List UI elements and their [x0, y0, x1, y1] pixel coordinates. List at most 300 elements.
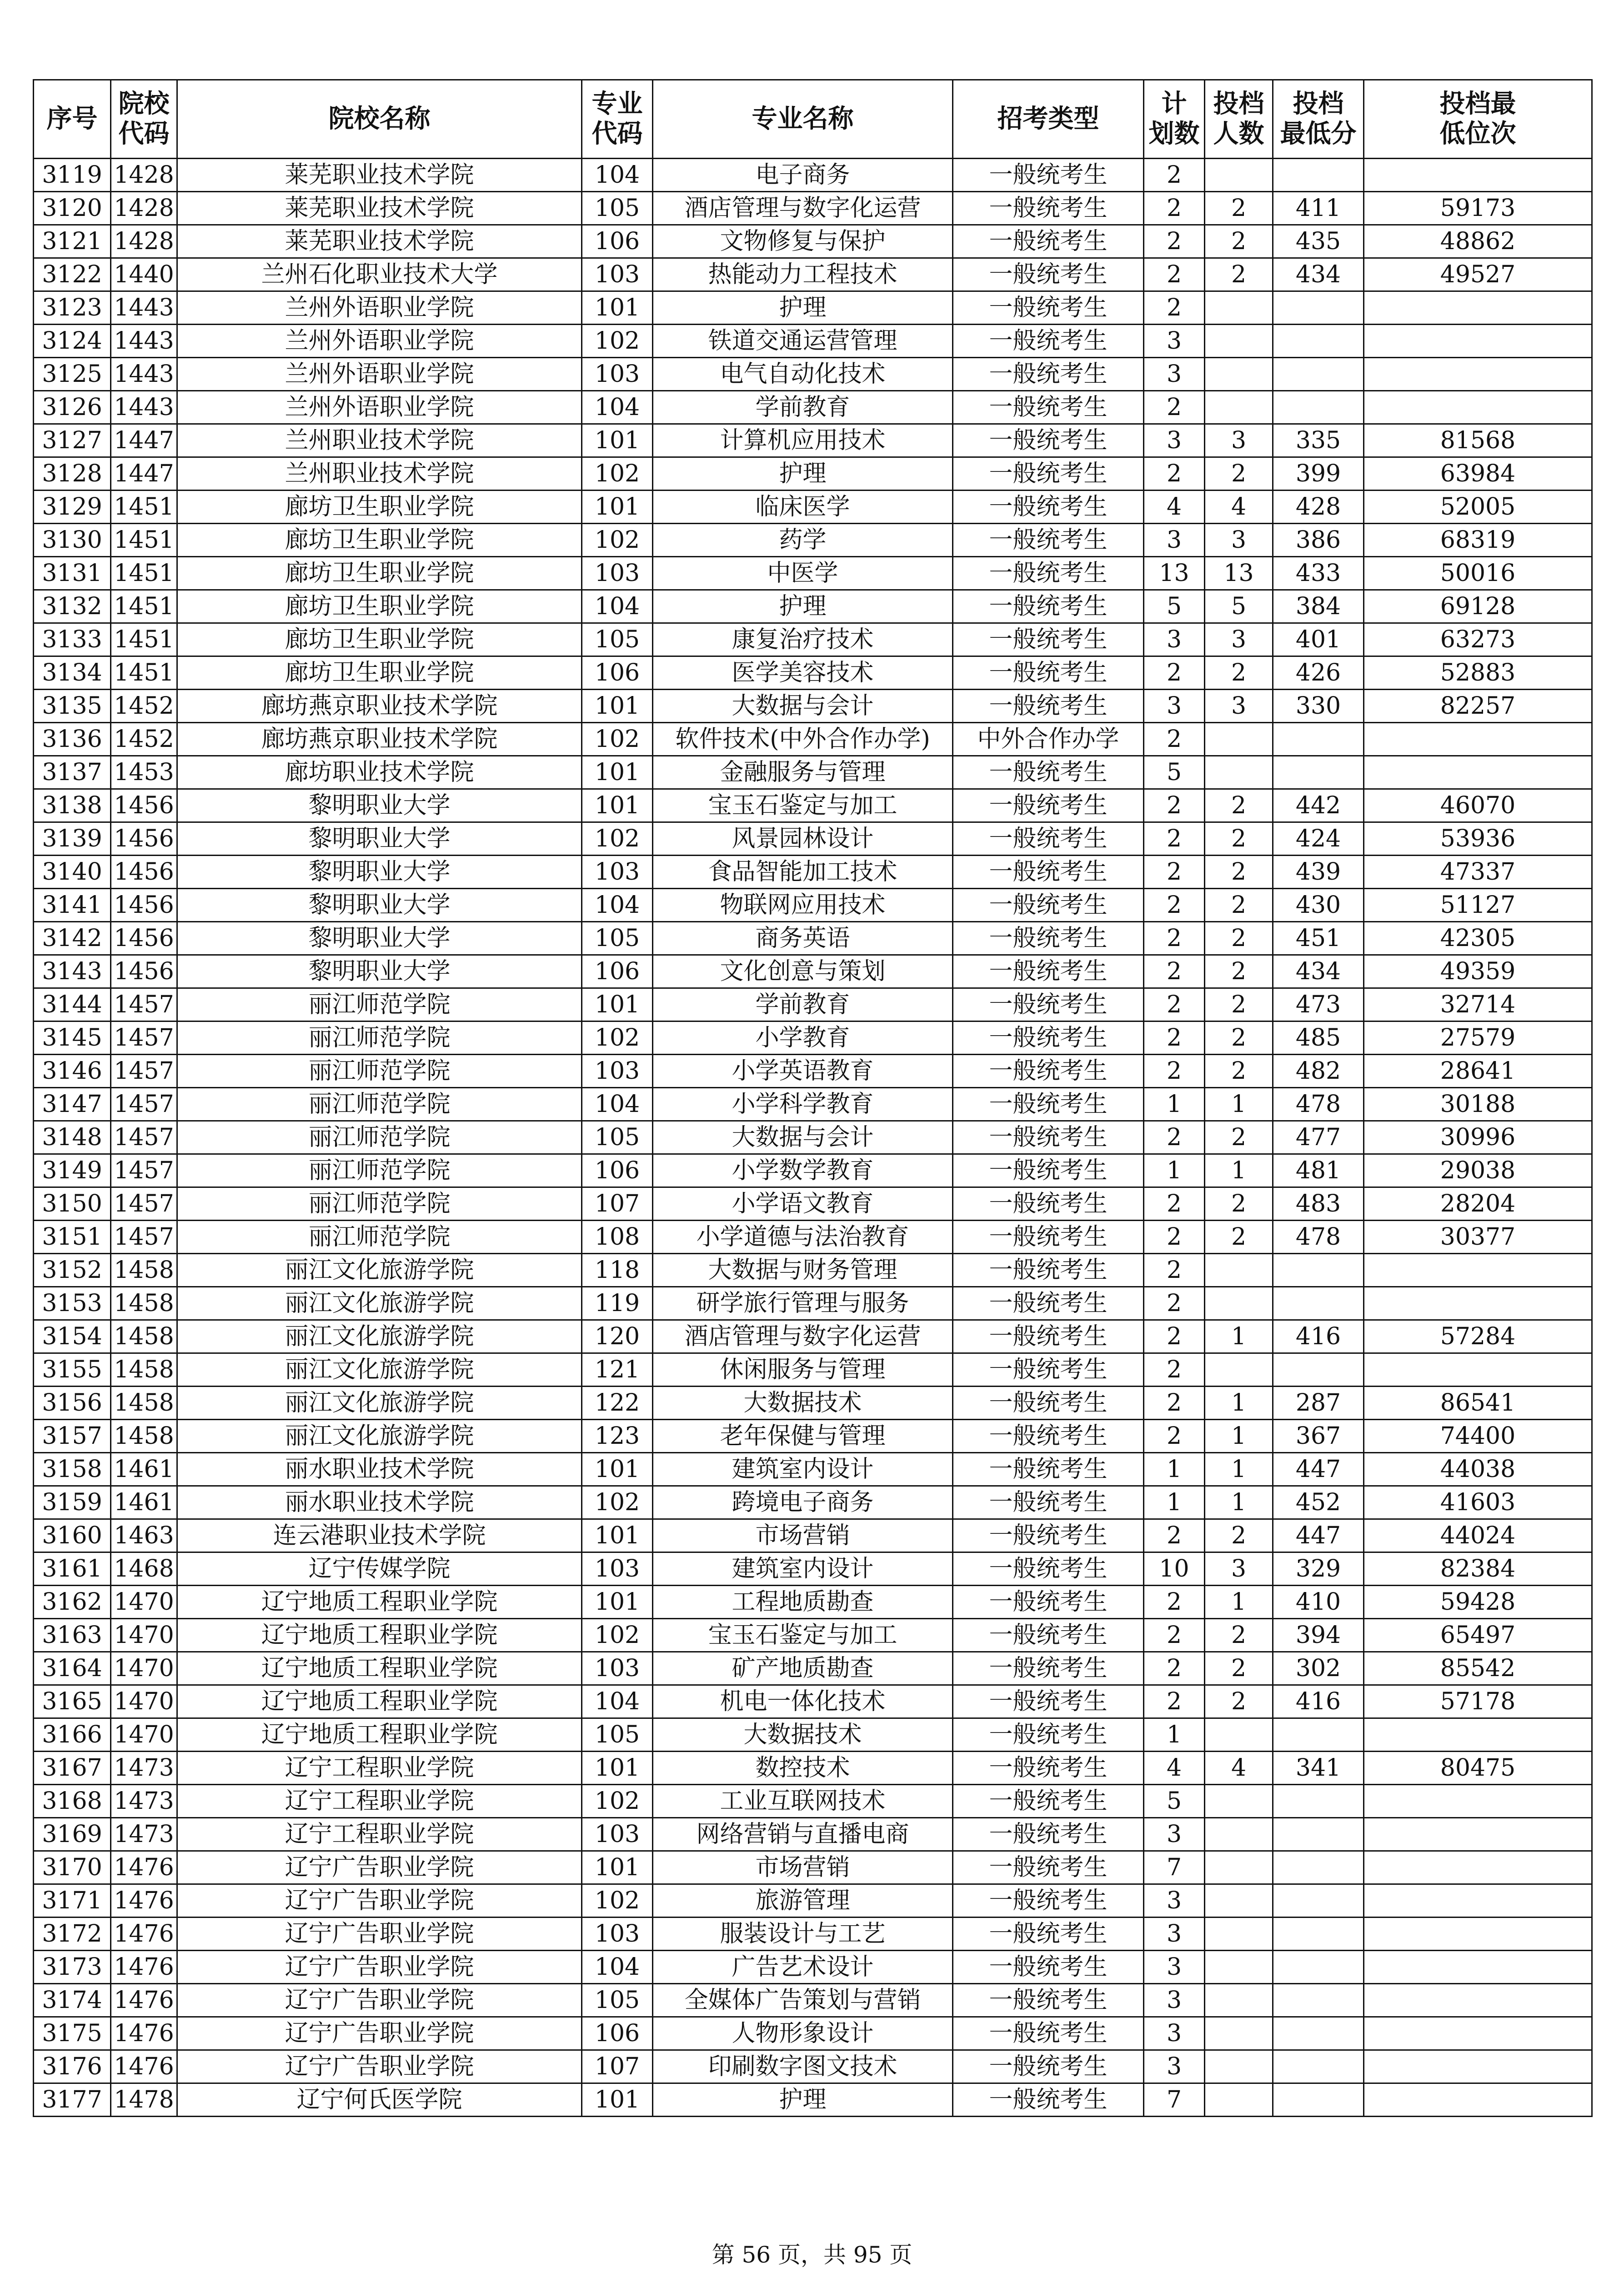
cell-min-score: 411: [1273, 192, 1364, 225]
cell-filed-count: [1205, 1718, 1273, 1752]
cell-school-name: 丽江师范学院: [177, 1221, 582, 1254]
cell-exam-type: 一般统考生: [953, 1221, 1144, 1254]
cell-exam-type: 一般统考生: [953, 1088, 1144, 1121]
cell-plan-count: 3: [1144, 325, 1205, 358]
cell-major-name: 酒店管理与数字化运营: [653, 1320, 953, 1353]
cell-school-name: 辽宁何氏医学院: [177, 2083, 582, 2117]
cell-major-code: 108: [582, 1221, 653, 1254]
cell-school-name: 辽宁广告职业学院: [177, 1851, 582, 1884]
table-row: [34, 1586, 1592, 1619]
cell-exam-type: 一般统考生: [953, 1552, 1144, 1586]
table-row: [34, 1221, 1592, 1254]
cell-min-score: [1273, 723, 1364, 756]
cell-school-name: 辽宁广告职业学院: [177, 1984, 582, 2017]
cell-seq: 3173: [34, 1951, 111, 1984]
cell-plan-count: 7: [1144, 2083, 1205, 2117]
cell-school-code: 1456: [111, 822, 177, 856]
cell-min-score: 451: [1273, 922, 1364, 955]
cell-min-rank: [1364, 358, 1592, 391]
cell-major-code: 102: [582, 457, 653, 491]
cell-seq: 3140: [34, 856, 111, 889]
cell-exam-type: 一般统考生: [953, 1287, 1144, 1320]
table-row: [34, 922, 1592, 955]
cell-plan-count: 2: [1144, 192, 1205, 225]
cell-plan-count: 2: [1144, 1586, 1205, 1619]
cell-seq: 3136: [34, 723, 111, 756]
table-row: [34, 822, 1592, 856]
cell-filed-count: 1: [1205, 1154, 1273, 1187]
cell-plan-count: 2: [1144, 1021, 1205, 1055]
cell-exam-type: 一般统考生: [953, 225, 1144, 258]
cell-exam-type: 一般统考生: [953, 557, 1144, 590]
cell-min-rank: [1364, 291, 1592, 325]
cell-major-code: 101: [582, 1586, 653, 1619]
cell-school-name: 兰州外语职业学院: [177, 391, 582, 424]
cell-min-score: 416: [1273, 1320, 1364, 1353]
cell-min-score: 430: [1273, 889, 1364, 922]
cell-seq: 3165: [34, 1685, 111, 1718]
cell-school-name: 黎明职业大学: [177, 922, 582, 955]
cell-seq: 3144: [34, 988, 111, 1021]
cell-major-code: 105: [582, 1718, 653, 1752]
cell-school-code: 1451: [111, 623, 177, 656]
cell-school-code: 1457: [111, 1221, 177, 1254]
cell-major-name: 护理: [653, 590, 953, 623]
cell-school-code: 1468: [111, 1552, 177, 1586]
cell-exam-type: 一般统考生: [953, 1818, 1144, 1851]
cell-plan-count: 2: [1144, 1187, 1205, 1221]
cell-plan-count: 2: [1144, 1353, 1205, 1387]
cell-major-code: 101: [582, 690, 653, 723]
cell-exam-type: 一般统考生: [953, 1519, 1144, 1552]
cell-exam-type: 一般统考生: [953, 1187, 1144, 1221]
cell-major-name: 小学语文教育: [653, 1187, 953, 1221]
cell-filed-count: 2: [1205, 1685, 1273, 1718]
cell-min-rank: [1364, 756, 1592, 789]
cell-min-score: 442: [1273, 789, 1364, 822]
cell-min-score: 335: [1273, 424, 1364, 457]
table-row: [34, 325, 1592, 358]
cell-min-score: 447: [1273, 1453, 1364, 1486]
cell-major-code: 101: [582, 756, 653, 789]
cell-major-name: 人物形象设计: [653, 2017, 953, 2050]
cell-min-score: 485: [1273, 1021, 1364, 1055]
cell-major-name: 临床医学: [653, 491, 953, 524]
cell-major-name: 小学道德与法治教育: [653, 1221, 953, 1254]
cell-filed-count: [1205, 1785, 1273, 1818]
cell-filed-count: 1: [1205, 1586, 1273, 1619]
cell-seq: 3160: [34, 1519, 111, 1552]
cell-filed-count: 1: [1205, 1320, 1273, 1353]
cell-exam-type: 一般统考生: [953, 822, 1144, 856]
header-cell-school-code: 院校 代码: [111, 80, 177, 159]
cell-seq: 3156: [34, 1387, 111, 1420]
cell-exam-type: 一般统考生: [953, 358, 1144, 391]
cell-school-name: 黎明职业大学: [177, 889, 582, 922]
cell-school-code: 1458: [111, 1387, 177, 1420]
cell-school-code: 1470: [111, 1619, 177, 1652]
cell-filed-count: 4: [1205, 491, 1273, 524]
cell-major-name: 矿产地质勘查: [653, 1652, 953, 1685]
cell-school-code: 1456: [111, 955, 177, 988]
cell-plan-count: 7: [1144, 1851, 1205, 1884]
table-row: [34, 1884, 1592, 1918]
cell-major-code: 122: [582, 1387, 653, 1420]
cell-seq: 3122: [34, 258, 111, 291]
cell-plan-count: 2: [1144, 856, 1205, 889]
cell-min-rank: 44024: [1364, 1519, 1592, 1552]
cell-min-rank: 46070: [1364, 789, 1592, 822]
cell-major-name: 研学旅行管理与服务: [653, 1287, 953, 1320]
cell-filed-count: [1205, 1918, 1273, 1951]
cell-seq: 3150: [34, 1187, 111, 1221]
cell-plan-count: 3: [1144, 1818, 1205, 1851]
cell-min-score: 401: [1273, 623, 1364, 656]
cell-seq: 3139: [34, 822, 111, 856]
cell-plan-count: 2: [1144, 457, 1205, 491]
cell-min-rank: 65497: [1364, 1619, 1592, 1652]
cell-min-score: [1273, 2083, 1364, 2117]
cell-plan-count: 3: [1144, 358, 1205, 391]
cell-min-score: [1273, 291, 1364, 325]
table-header-row: [34, 80, 1592, 159]
cell-school-name: 黎明职业大学: [177, 789, 582, 822]
cell-exam-type: 一般统考生: [953, 922, 1144, 955]
cell-school-name: 辽宁广告职业学院: [177, 1884, 582, 1918]
cell-filed-count: [1205, 2017, 1273, 2050]
cell-seq: 3174: [34, 1984, 111, 2017]
table-row: [34, 1552, 1592, 1586]
cell-exam-type: 一般统考生: [953, 1685, 1144, 1718]
cell-major-name: 市场营销: [653, 1519, 953, 1552]
cell-min-rank: 74400: [1364, 1420, 1592, 1453]
cell-school-code: 1458: [111, 1320, 177, 1353]
cell-school-name: 莱芜职业技术学院: [177, 225, 582, 258]
cell-seq: 3148: [34, 1121, 111, 1154]
cell-school-code: 1470: [111, 1652, 177, 1685]
cell-major-code: 103: [582, 258, 653, 291]
cell-plan-count: 2: [1144, 1685, 1205, 1718]
cell-school-code: 1476: [111, 1984, 177, 2017]
cell-plan-count: 3: [1144, 2017, 1205, 2050]
cell-plan-count: 2: [1144, 1519, 1205, 1552]
cell-min-score: 384: [1273, 590, 1364, 623]
cell-exam-type: 一般统考生: [953, 424, 1144, 457]
cell-min-rank: 30188: [1364, 1088, 1592, 1121]
cell-min-score: 482: [1273, 1055, 1364, 1088]
cell-plan-count: 1: [1144, 1154, 1205, 1187]
cell-min-rank: 28204: [1364, 1187, 1592, 1221]
cell-exam-type: 一般统考生: [953, 325, 1144, 358]
cell-seq: 3138: [34, 789, 111, 822]
cell-school-name: 丽水职业技术学院: [177, 1453, 582, 1486]
cell-plan-count: 13: [1144, 557, 1205, 590]
cell-school-name: 丽江文化旅游学院: [177, 1387, 582, 1420]
cell-min-score: 426: [1273, 656, 1364, 690]
cell-min-score: 434: [1273, 955, 1364, 988]
cell-seq: 3162: [34, 1586, 111, 1619]
cell-plan-count: 1: [1144, 1486, 1205, 1519]
cell-exam-type: 一般统考生: [953, 391, 1144, 424]
cell-filed-count: 2: [1205, 856, 1273, 889]
table-row: [34, 1785, 1592, 1818]
cell-filed-count: 2: [1205, 988, 1273, 1021]
cell-school-code: 1456: [111, 889, 177, 922]
cell-filed-count: 2: [1205, 258, 1273, 291]
cell-major-code: 101: [582, 789, 653, 822]
cell-major-code: 103: [582, 358, 653, 391]
cell-major-name: 小学英语教育: [653, 1055, 953, 1088]
cell-seq: 3164: [34, 1652, 111, 1685]
cell-major-code: 119: [582, 1287, 653, 1320]
cell-major-name: 市场营销: [653, 1851, 953, 1884]
cell-seq: 3176: [34, 2050, 111, 2083]
cell-min-rank: [1364, 325, 1592, 358]
cell-filed-count: 2: [1205, 1055, 1273, 1088]
table-row: [34, 1951, 1592, 1984]
cell-min-score: [1273, 358, 1364, 391]
cell-min-rank: [1364, 1884, 1592, 1918]
cell-min-score: [1273, 159, 1364, 192]
cell-filed-count: 5: [1205, 590, 1273, 623]
table-row: [34, 557, 1592, 590]
cell-exam-type: 一般统考生: [953, 656, 1144, 690]
cell-min-rank: [1364, 1718, 1592, 1752]
cell-plan-count: 2: [1144, 391, 1205, 424]
cell-min-rank: 53936: [1364, 822, 1592, 856]
cell-plan-count: 3: [1144, 623, 1205, 656]
cell-school-name: 兰州职业技术学院: [177, 424, 582, 457]
cell-school-name: 辽宁地质工程职业学院: [177, 1652, 582, 1685]
cell-school-code: 1470: [111, 1685, 177, 1718]
cell-filed-count: [1205, 1287, 1273, 1320]
cell-seq: 3121: [34, 225, 111, 258]
cell-school-name: 辽宁工程职业学院: [177, 1785, 582, 1818]
cell-school-name: 廊坊职业技术学院: [177, 756, 582, 789]
table-row: [34, 1918, 1592, 1951]
cell-exam-type: 一般统考生: [953, 1619, 1144, 1652]
cell-seq: 3147: [34, 1088, 111, 1121]
cell-school-name: 丽江文化旅游学院: [177, 1287, 582, 1320]
cell-min-score: 435: [1273, 225, 1364, 258]
admission-table: [33, 79, 1593, 2117]
cell-seq: 3126: [34, 391, 111, 424]
cell-major-name: 小学数学教育: [653, 1154, 953, 1187]
cell-min-rank: [1364, 1254, 1592, 1287]
cell-major-code: 104: [582, 889, 653, 922]
cell-school-code: 1476: [111, 1918, 177, 1951]
cell-major-code: 103: [582, 557, 653, 590]
cell-min-rank: 41603: [1364, 1486, 1592, 1519]
cell-exam-type: 一般统考生: [953, 623, 1144, 656]
cell-major-name: 全媒体广告策划与营销: [653, 1984, 953, 2017]
cell-filed-count: [1205, 2083, 1273, 2117]
cell-seq: 3135: [34, 690, 111, 723]
cell-school-code: 1461: [111, 1486, 177, 1519]
cell-exam-type: 一般统考生: [953, 1718, 1144, 1752]
cell-school-name: 丽江师范学院: [177, 1055, 582, 1088]
cell-filed-count: [1205, 291, 1273, 325]
cell-seq: 3166: [34, 1718, 111, 1752]
cell-min-score: 477: [1273, 1121, 1364, 1154]
cell-min-score: 287: [1273, 1387, 1364, 1420]
cell-major-code: 104: [582, 590, 653, 623]
cell-major-name: 护理: [653, 2083, 953, 2117]
cell-plan-count: 1: [1144, 1453, 1205, 1486]
table-row: [34, 1088, 1592, 1121]
cell-min-score: [1273, 1884, 1364, 1918]
table-row: [34, 1685, 1592, 1718]
cell-school-code: 1476: [111, 1851, 177, 1884]
cell-school-name: 辽宁传媒学院: [177, 1552, 582, 1586]
cell-major-code: 120: [582, 1320, 653, 1353]
cell-school-code: 1451: [111, 656, 177, 690]
header-cell-filed-count: 投档 人数: [1205, 80, 1273, 159]
cell-plan-count: 2: [1144, 1619, 1205, 1652]
cell-exam-type: 一般统考生: [953, 889, 1144, 922]
cell-filed-count: 2: [1205, 656, 1273, 690]
cell-seq: 3141: [34, 889, 111, 922]
cell-school-code: 1473: [111, 1785, 177, 1818]
cell-major-code: 103: [582, 856, 653, 889]
cell-filed-count: [1205, 1884, 1273, 1918]
table-row: [34, 457, 1592, 491]
cell-school-name: 连云港职业技术学院: [177, 1519, 582, 1552]
cell-filed-count: [1205, 1254, 1273, 1287]
table-row: [34, 1519, 1592, 1552]
cell-major-name: 印刷数字图文技术: [653, 2050, 953, 2083]
cell-min-rank: [1364, 2083, 1592, 2117]
cell-major-code: 105: [582, 1984, 653, 2017]
cell-seq: 3154: [34, 1320, 111, 1353]
table-row: [34, 1121, 1592, 1154]
cell-seq: 3159: [34, 1486, 111, 1519]
cell-school-name: 莱芜职业技术学院: [177, 159, 582, 192]
cell-min-rank: 51127: [1364, 889, 1592, 922]
cell-exam-type: 一般统考生: [953, 1884, 1144, 1918]
cell-major-code: 106: [582, 656, 653, 690]
cell-school-name: 廊坊卫生职业学院: [177, 590, 582, 623]
cell-school-name: 辽宁地质工程职业学院: [177, 1685, 582, 1718]
cell-min-score: [1273, 1818, 1364, 1851]
cell-major-name: 康复治疗技术: [653, 623, 953, 656]
cell-min-score: 329: [1273, 1552, 1364, 1586]
cell-exam-type: 一般统考生: [953, 1021, 1144, 1055]
cell-plan-count: 2: [1144, 922, 1205, 955]
cell-school-code: 1456: [111, 856, 177, 889]
cell-exam-type: 一般统考生: [953, 789, 1144, 822]
cell-exam-type: 一般统考生: [953, 690, 1144, 723]
cell-filed-count: 2: [1205, 822, 1273, 856]
cell-min-score: 399: [1273, 457, 1364, 491]
cell-min-rank: 28641: [1364, 1055, 1592, 1088]
table-row: [34, 1652, 1592, 1685]
cell-exam-type: 一般统考生: [953, 590, 1144, 623]
cell-major-name: 数控技术: [653, 1752, 953, 1785]
cell-plan-count: 10: [1144, 1552, 1205, 1586]
cell-exam-type: 一般统考生: [953, 1320, 1144, 1353]
cell-seq: 3168: [34, 1785, 111, 1818]
cell-filed-count: [1205, 756, 1273, 789]
cell-filed-count: 3: [1205, 690, 1273, 723]
table-row: [34, 1486, 1592, 1519]
cell-min-score: [1273, 1353, 1364, 1387]
cell-school-name: 辽宁工程职业学院: [177, 1818, 582, 1851]
cell-min-rank: 82384: [1364, 1552, 1592, 1586]
cell-min-score: [1273, 1785, 1364, 1818]
cell-school-code: 1451: [111, 524, 177, 557]
cell-min-score: 478: [1273, 1221, 1364, 1254]
cell-school-name: 黎明职业大学: [177, 856, 582, 889]
cell-school-name: 黎明职业大学: [177, 822, 582, 856]
cell-major-code: 102: [582, 723, 653, 756]
cell-seq: 3129: [34, 491, 111, 524]
cell-exam-type: 一般统考生: [953, 1586, 1144, 1619]
table-row: [34, 258, 1592, 291]
cell-filed-count: 2: [1205, 1652, 1273, 1685]
cell-min-rank: 57284: [1364, 1320, 1592, 1353]
cell-seq: 3158: [34, 1453, 111, 1486]
cell-min-rank: 82257: [1364, 690, 1592, 723]
cell-exam-type: 一般统考生: [953, 1918, 1144, 1951]
cell-min-score: 447: [1273, 1519, 1364, 1552]
cell-major-name: 电气自动化技术: [653, 358, 953, 391]
cell-seq: 3124: [34, 325, 111, 358]
cell-min-score: 483: [1273, 1187, 1364, 1221]
cell-filed-count: 1: [1205, 1486, 1273, 1519]
cell-plan-count: 5: [1144, 590, 1205, 623]
cell-school-name: 兰州职业技术学院: [177, 457, 582, 491]
cell-plan-count: 3: [1144, 1984, 1205, 2017]
cell-school-code: 1447: [111, 457, 177, 491]
cell-seq: 3134: [34, 656, 111, 690]
table-row: [34, 856, 1592, 889]
cell-school-code: 1451: [111, 491, 177, 524]
cell-filed-count: 2: [1205, 889, 1273, 922]
cell-seq: 3155: [34, 1353, 111, 1387]
cell-major-name: 宝玉石鉴定与加工: [653, 1619, 953, 1652]
table-row: [34, 391, 1592, 424]
cell-filed-count: [1205, 358, 1273, 391]
cell-school-name: 莱芜职业技术学院: [177, 192, 582, 225]
cell-min-score: [1273, 756, 1364, 789]
cell-major-name: 学前教育: [653, 988, 953, 1021]
cell-min-rank: 32714: [1364, 988, 1592, 1021]
cell-major-code: 102: [582, 1021, 653, 1055]
cell-school-name: 辽宁广告职业学院: [177, 2050, 582, 2083]
cell-min-rank: [1364, 1984, 1592, 2017]
cell-min-rank: 29038: [1364, 1154, 1592, 1187]
cell-plan-count: 2: [1144, 656, 1205, 690]
cell-major-code: 106: [582, 2017, 653, 2050]
table-row: [34, 656, 1592, 690]
cell-exam-type: 一般统考生: [953, 1951, 1144, 1984]
cell-filed-count: [1205, 159, 1273, 192]
table-row: [34, 590, 1592, 623]
cell-filed-count: 2: [1205, 1121, 1273, 1154]
cell-plan-count: 2: [1144, 955, 1205, 988]
cell-seq: 3132: [34, 590, 111, 623]
cell-plan-count: 2: [1144, 1652, 1205, 1685]
table-row: [34, 1718, 1592, 1752]
cell-min-score: 386: [1273, 524, 1364, 557]
cell-min-rank: 57178: [1364, 1685, 1592, 1718]
cell-school-name: 丽江师范学院: [177, 1121, 582, 1154]
cell-min-rank: [1364, 1353, 1592, 1387]
cell-major-name: 工业互联网技术: [653, 1785, 953, 1818]
cell-min-rank: 52005: [1364, 491, 1592, 524]
cell-seq: 3125: [34, 358, 111, 391]
